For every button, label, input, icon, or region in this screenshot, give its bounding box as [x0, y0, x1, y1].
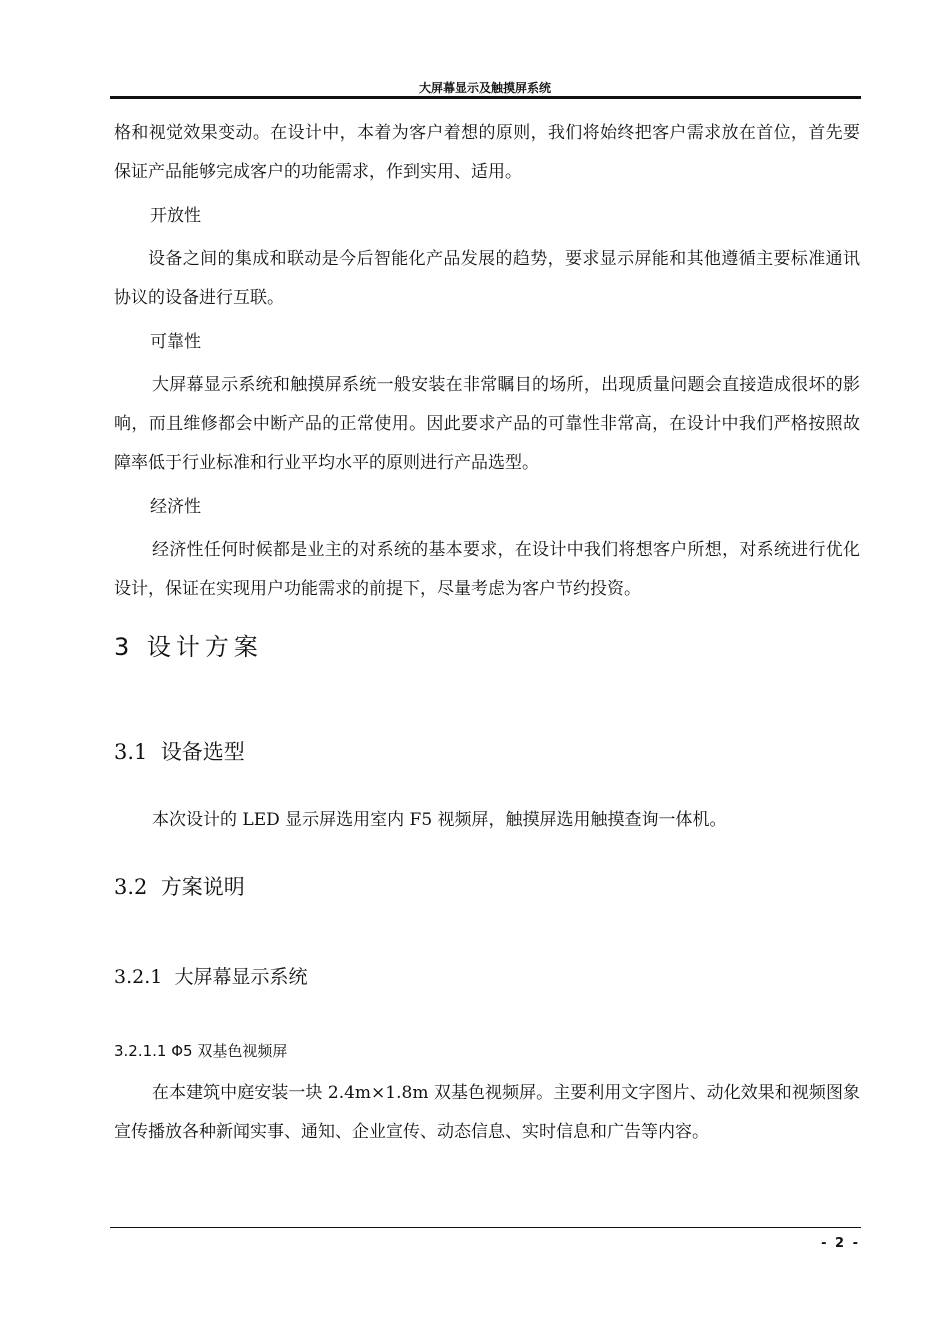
paragraph-economic: 经济性任何时候都是业主的对系统的基本要求，在设计中我们将想客户所想，对系统进行优化设计，保证在实现用户功能需求的前提下，尽量考虑为客户节约投资。: [114, 540, 860, 599]
footer-rule: [110, 1227, 861, 1228]
section-title-3-2: 方案说明: [160, 875, 245, 899]
paragraph-continuation: 格和视觉效果变动。在设计中，本着为客户着想的原则，我们将始终把客户需求放在首位，首先要保证产品能够完成客户的功能需求，作到实用、适用。: [114, 123, 860, 182]
page-content: [114, 114, 860, 1152]
section-number-3-2-1: 3.2.1: [114, 966, 163, 988]
running-header: 大屏幕显示及触摸屏系统: [418, 81, 551, 95]
header-rule: [110, 96, 861, 99]
section-number-3-1: 3.1: [114, 740, 148, 764]
section-heading-3: 3 设计方案: [114, 633, 263, 661]
paragraph-3-2-1-1: 在本建筑中庭安装一块 2.4m×1.8m 双基色视频屏。主要利用文字图片、动化效果和视频图象宣传播放各种新闻实事、通知、企业宣传、动态信息、实时信息和广告等内容。: [114, 1083, 860, 1142]
paragraph-3-1: 本次设计的 LED 显示屏选用室内 F5 视频屏，触摸屏选用触摸查询一体机。: [152, 810, 727, 830]
section-heading-3-2-1: [114, 956, 860, 998]
paragraph-open: 设备之间的集成和联动是今后智能化产品发展的趋势，要求显示屏能和其他遵循主要标准通讯协议的设备进行互联。: [114, 249, 860, 308]
section-heading-3-1: [114, 731, 860, 773]
page-number: - 2 -: [821, 1236, 860, 1251]
item-open-heading: 开放性: [150, 206, 201, 226]
paragraph-reliable: 大屏幕显示系统和触摸屏系统一般安装在非常瞩目的场所，出现质量问题会直接造成很坏的影响，而且维修都会中断产品的正常使用。因此要求产品的可靠性非常高，在设计中我们严格按照故障率低于行业标准和行业平均水平的原则进行产品选型。: [114, 375, 860, 473]
section-title-3-2-1: 大屏幕显示系统: [174, 966, 308, 988]
item-reliable-heading: 可靠性: [150, 332, 201, 352]
section-title-3-1: 设备选型: [160, 740, 245, 764]
section-number-3-2: 3.2: [114, 875, 148, 899]
item-economic-heading: 经济性: [150, 497, 201, 517]
section-heading-3-2-1-1: 3.2.1.1 Φ5 双基色视频屏: [114, 1042, 288, 1060]
section-heading-3-2: [114, 866, 860, 908]
